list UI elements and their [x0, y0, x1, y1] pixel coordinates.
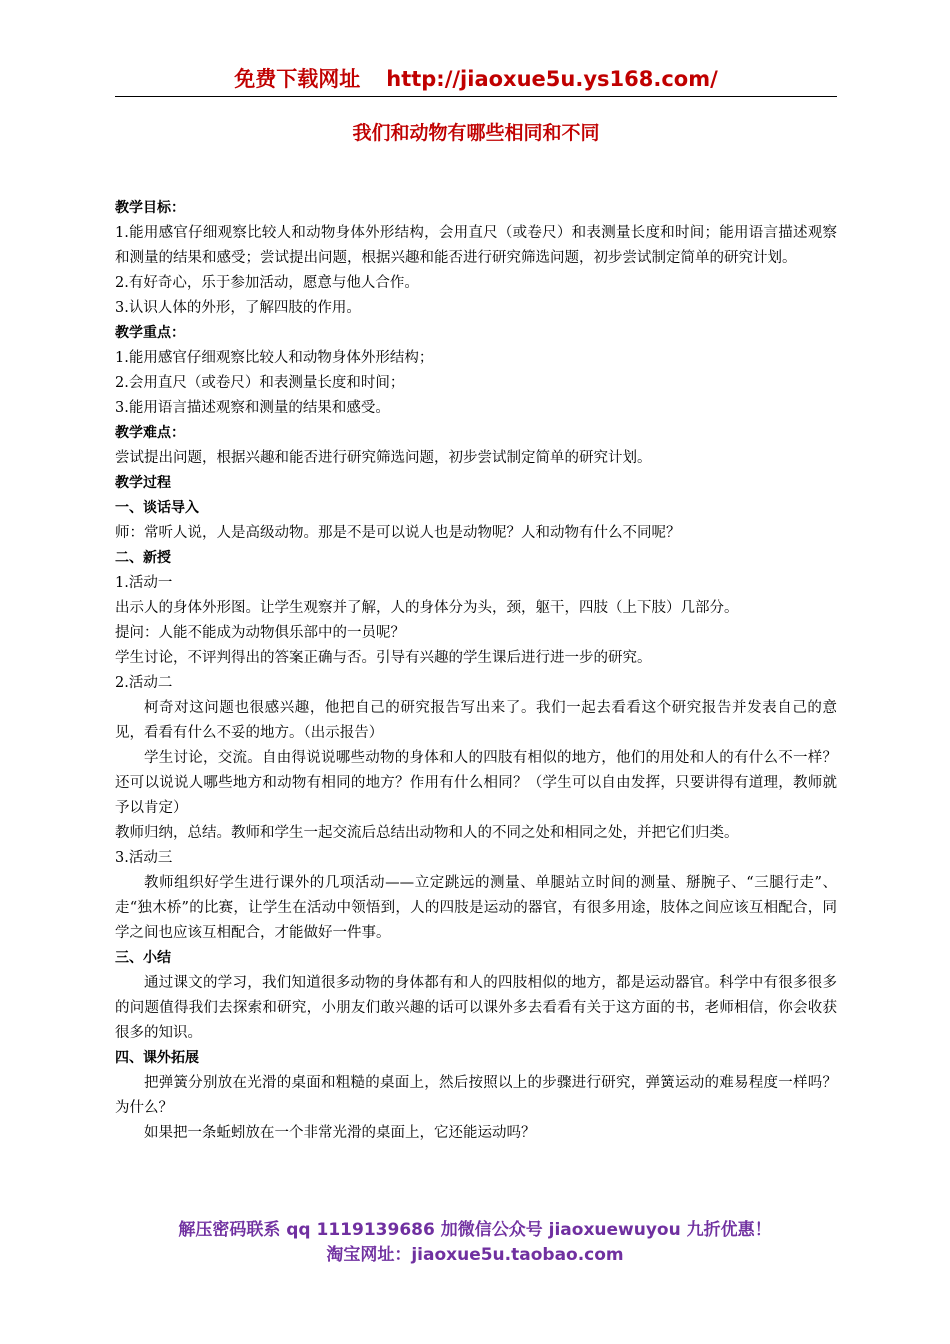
- page-footer: [0, 1218, 950, 1268]
- paragraph: 1.能用感官仔细观察比较人和动物身体外形结构；: [115, 350, 434, 366]
- section-heading: 四、课外拓展: [115, 1050, 199, 1066]
- paragraph: 2.有好奇心，乐于参加活动，愿意与他人合作。: [115, 275, 419, 291]
- paragraph: 3.能用语言描述观察和测量的结果和感受。: [115, 400, 390, 416]
- paragraph: 柯奇对这问题也很感兴趣，他把自己的研究报告写出来了。我们一起去看看这个研究报告并发表自己的意见，看看有什么不妥的地方。（出示报告）: [115, 700, 837, 741]
- document-title: 我们和动物有哪些相同和不同: [352, 122, 600, 144]
- paragraph: 3.认识人体的外形，了解四肢的作用。: [115, 300, 361, 316]
- paragraph: 出示人的身体外形图。让学生观察并了解，人的身体分为头，颈，躯干，四肢（上下肢）几部分。: [115, 600, 739, 616]
- document-body: [115, 196, 837, 1146]
- paragraph: 2.活动二: [115, 675, 173, 691]
- paragraph: 教师组织好学生进行课外的几项活动——立定跳远的测量、单腿站立时间的测量、掰腕子、“三腿行走”、走“独木桥”的比赛，让学生在活动中领悟到，人的四肢是运动的器官，有很多用途，肢体之间应该互相配合，同学之间也应该互相配合，才能做好一件事。: [115, 875, 837, 941]
- paragraph: 学生讨论，交流。自由得说说哪些动物的身体和人的四肢有相似的地方，他们的用处和人的有什么不一样？还可以说说人哪些地方和动物有相同的地方？作用有什么相同？（学生可以自由发挥，只要讲得有道理，教师就予以肯定）: [115, 750, 837, 816]
- header-label: 免费下载网址: [234, 67, 361, 91]
- section-heading: 教学难点：: [115, 425, 185, 441]
- paragraph: 提问：人能不能成为动物俱乐部中的一员呢？: [115, 625, 405, 641]
- section-heading: 教学目标：: [115, 200, 185, 216]
- paragraph: 师：常听人说，人是高级动物。那是不是可以说人也是动物呢？人和动物有什么不同呢？: [115, 525, 681, 541]
- page-header: [115, 64, 837, 97]
- footer-contact-line: 解压密码联系 qq 1119139686 加微信公众号 jiaoxuewuyou 九折优惠！: [178, 1220, 772, 1240]
- paragraph: 2.会用直尺（或卷尺）和表测量长度和时间；: [115, 375, 405, 391]
- paragraph: 1.活动一: [115, 575, 173, 591]
- paragraph: 教师归纳，总结。教师和学生一起交流后总结出动物和人的不同之处和相同之处，并把它们归类。: [115, 825, 739, 841]
- paragraph: 尝试提出问题，根据兴趣和能否进行研究筛选问题，初步尝试制定简单的研究计划。: [115, 450, 652, 466]
- paragraph: 3.活动三: [115, 850, 173, 866]
- paragraph: 把弹簧分别放在光滑的桌面和粗糙的桌面上，然后按照以上的步骤进行研究，弹簧运动的难易程度一样吗？为什么？: [115, 1075, 837, 1116]
- paragraph: 1.能用感官仔细观察比较人和动物身体外形结构，会用直尺（或卷尺）和表测量长度和时间；能用语言描述观察和测量的结果和感受；尝试提出问题，根据兴趣和能否进行研究筛选问题，初步尝试制定简单的研究计划。: [115, 225, 837, 266]
- section-heading: 二、新授: [115, 550, 171, 566]
- section-heading: 三、小结: [115, 950, 171, 966]
- section-heading: 教学过程: [115, 475, 171, 491]
- section-heading: 一、谈话导入: [115, 500, 199, 516]
- paragraph: 如果把一条蚯蚓放在一个非常光滑的桌面上，它还能运动吗？: [144, 1125, 536, 1141]
- paragraph: 通过课文的学习，我们知道很多动物的身体都有和人的四肢相似的地方，都是运动器官。科学中有很多很多的问题值得我们去探索和研究，小朋友们敢兴趣的话可以课外多去看看有关于这方面的书，老师相信，你会收获很多的知识。: [115, 975, 837, 1041]
- header-url-link[interactable]: http://jiaoxue5u.ys168.com/: [386, 67, 718, 91]
- paragraph: 学生讨论，不评判得出的答案正确与否。引导有兴趣的学生课后进行进一步的研究。: [115, 650, 652, 666]
- section-heading: 教学重点：: [115, 325, 185, 341]
- footer-shop-link[interactable]: 淘宝网址：jiaoxue5u.taobao.com: [326, 1245, 624, 1265]
